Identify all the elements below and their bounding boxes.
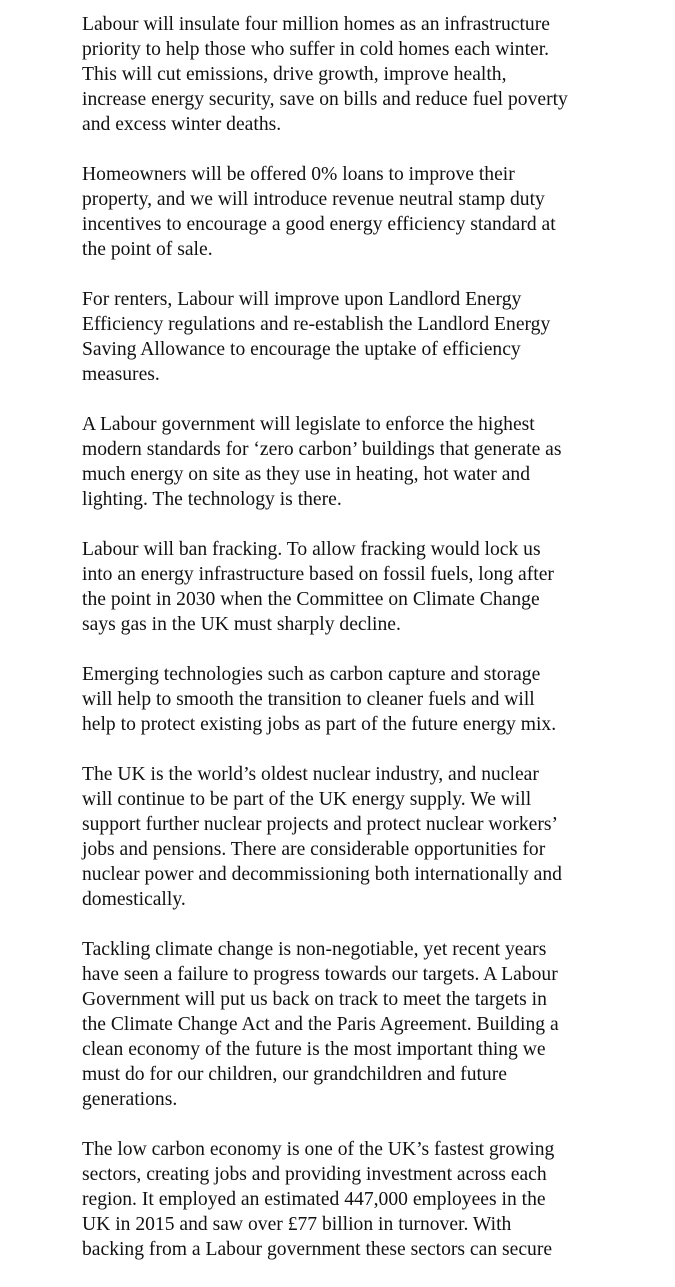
text-line: Emerging technologies such as carbon capture and storage — [82, 664, 541, 685]
text-line: generations. — [82, 1089, 178, 1110]
text-line: into an energy infrastructure based on fossil fuels, long after — [82, 564, 554, 585]
text-line: priority to help those who suffer in cold homes each winter. — [82, 39, 550, 60]
text-line: must do for our children, our grandchildren and future — [82, 1064, 507, 1085]
text-line: the point in 2030 when the Committee on Climate Change — [82, 589, 540, 610]
text-line: clean economy of the future is the most important thing we — [82, 1039, 546, 1060]
text-line: and excess winter deaths. — [82, 114, 282, 135]
text-line: will help to smooth the transition to cleaner fuels and will — [82, 689, 535, 710]
text-line: region. It employed an estimated 447,000 employees in the — [82, 1189, 546, 1210]
text-line: modern standards for ‘zero carbon’ buildings that generate as — [82, 439, 562, 460]
text-line: help to protect existing jobs as part of the future energy mix. — [82, 714, 557, 735]
text-line: Efficiency regulations and re-establish the Landlord Energy — [82, 314, 551, 335]
text-line: measures. — [82, 364, 160, 385]
text-line: Labour will insulate four million homes as an infrastructure — [82, 14, 550, 35]
text-line: property, and we will introduce revenue neutral stamp duty — [82, 189, 545, 210]
paragraph-climate-change — [82, 937, 602, 1112]
text-line: Government will put us back on track to meet the targets in — [82, 989, 547, 1010]
text-line: jobs and pensions. There are considerable opportunities for — [82, 839, 546, 860]
text-line: backing from a Labour government these sectors can secure — [82, 1239, 553, 1260]
text-line: says gas in the UK must sharply decline. — [82, 614, 401, 635]
text-line: For renters, Labour will improve upon Landlord Energy — [82, 289, 522, 310]
text-line: the Climate Change Act and the Paris Agreement. Building a — [82, 1014, 559, 1035]
paragraph-homeowners — [82, 162, 602, 262]
paragraph-zero-carbon — [82, 412, 602, 512]
text-line: domestically. — [82, 889, 186, 910]
paragraph-fracking — [82, 537, 602, 637]
text-line: will continue to be part of the UK energy supply. We will — [82, 789, 532, 810]
text-line: support further nuclear projects and protect nuclear workers’ — [82, 814, 559, 835]
text-line: Saving Allowance to encourage the uptake of efficiency — [82, 339, 521, 360]
paragraph-renters — [82, 287, 602, 387]
text-line: A Labour government will legislate to enforce the highest — [82, 414, 535, 435]
text-line: much energy on site as they use in heating, hot water and — [82, 464, 530, 485]
paragraph-carbon-capture — [82, 662, 602, 737]
text-line: UK in 2015 and saw over £77 billion in turnover. With — [82, 1214, 512, 1235]
text-line: increase energy security, save on bills and reduce fuel poverty — [82, 89, 568, 110]
text-line: Labour will ban fracking. To allow fracking would lock us — [82, 539, 541, 560]
text-line: Tackling climate change is non-negotiable, yet recent years — [82, 939, 547, 960]
paragraph-nuclear — [82, 762, 602, 912]
text-line: The UK is the world’s oldest nuclear industry, and nuclear — [82, 764, 539, 785]
paragraph-insulation — [82, 12, 602, 137]
text-line: incentives to encourage a good energy efficiency standard at — [82, 214, 556, 235]
text-line: Homeowners will be offered 0% loans to improve their — [82, 164, 515, 185]
text-line: lighting. The technology is there. — [82, 489, 342, 510]
text-line: This will cut emissions, drive growth, improve health, — [82, 64, 507, 85]
text-line: the point of sale. — [82, 239, 213, 260]
document-page — [82, 12, 602, 1287]
text-line: nuclear power and decommissioning both internationally and — [82, 864, 562, 885]
text-line: have seen a failure to progress towards our targets. A Labour — [82, 964, 558, 985]
text-line: The low carbon economy is one of the UK’s fastest growing — [82, 1139, 555, 1160]
text-line: sectors, creating jobs and providing investment across each — [82, 1164, 547, 1185]
